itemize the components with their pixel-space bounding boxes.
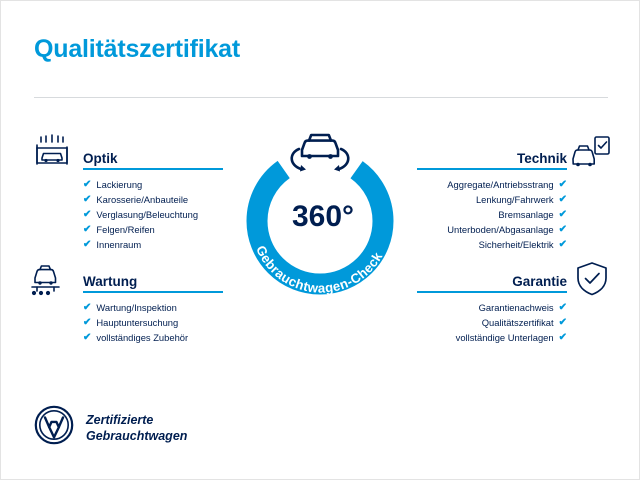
list-item-label: Unterboden/Abgasanlage bbox=[447, 224, 554, 235]
list-item-label: Lackierung bbox=[96, 179, 143, 190]
section-wartung-title: Wartung bbox=[83, 274, 138, 289]
list-item bbox=[417, 330, 567, 345]
list-item bbox=[417, 237, 567, 252]
list-item-label: vollständiges Zubehör bbox=[96, 332, 189, 343]
vw-logo-icon bbox=[34, 405, 74, 450]
list-item-label: vollständige Unterlagen bbox=[455, 332, 554, 343]
list-item-label: Bremsanlage bbox=[498, 209, 554, 220]
section-garantie-header bbox=[417, 267, 567, 293]
list-item bbox=[417, 207, 567, 222]
check-icon: ✔ bbox=[83, 223, 92, 235]
list-item bbox=[83, 177, 223, 192]
check-icon: ✔ bbox=[558, 301, 567, 313]
car-wash-icon bbox=[29, 133, 75, 180]
section-wartung-rule bbox=[83, 291, 223, 293]
list-item bbox=[83, 330, 223, 345]
list-item-label: Innenraum bbox=[96, 239, 142, 250]
footer-brand bbox=[34, 405, 187, 450]
section-technik-title: Technik bbox=[516, 151, 567, 166]
list-item-label: Verglasung/Beleuchtung bbox=[96, 209, 199, 220]
check-icon: ✔ bbox=[558, 316, 567, 328]
check-icon: ✔ bbox=[83, 316, 92, 328]
list-item-label: Sicherheit/Elektrik bbox=[478, 239, 554, 250]
section-optik-title: Optik bbox=[83, 151, 118, 166]
section-garantie-rule bbox=[417, 291, 567, 293]
section-technik-items bbox=[417, 177, 567, 252]
check-icon: ✔ bbox=[83, 208, 92, 220]
list-item-label: Aggregate/Antriebsstrang bbox=[447, 179, 554, 190]
footer-brand-text bbox=[86, 412, 187, 444]
check-icon: ✔ bbox=[83, 193, 92, 205]
list-item bbox=[417, 192, 567, 207]
check-icon: ✔ bbox=[558, 208, 567, 220]
section-technik-rule bbox=[417, 168, 567, 170]
check-icon: ✔ bbox=[83, 301, 92, 313]
list-item bbox=[83, 207, 223, 222]
section-optik-header bbox=[83, 144, 223, 170]
list-item bbox=[417, 222, 567, 237]
list-item bbox=[417, 315, 567, 330]
list-item bbox=[83, 222, 223, 237]
list-item-label: Karosserie/Anbauteile bbox=[96, 194, 189, 205]
footer-line-1: Zertifizierte bbox=[86, 412, 154, 427]
section-technik-header bbox=[417, 144, 567, 170]
header-divider bbox=[34, 97, 608, 98]
list-item-label: Qualitätszertifikat bbox=[481, 317, 554, 328]
section-garantie-title: Garantie bbox=[512, 274, 567, 289]
car-checklist-icon bbox=[569, 133, 613, 178]
section-garantie bbox=[417, 267, 567, 345]
list-item bbox=[417, 300, 567, 315]
section-wartung-items bbox=[83, 300, 223, 345]
list-item-label: Wartung/Inspektion bbox=[96, 302, 177, 313]
section-technik bbox=[417, 144, 567, 252]
badge-360-gebrauchtwagen-check bbox=[229, 121, 411, 303]
check-icon: ✔ bbox=[558, 223, 567, 235]
check-icon: ✔ bbox=[558, 193, 567, 205]
list-item bbox=[83, 300, 223, 315]
section-garantie-items bbox=[417, 300, 567, 345]
check-icon: ✔ bbox=[83, 178, 92, 190]
badge-arc-text: Gebrauchtwagen-Check bbox=[252, 243, 386, 296]
section-wartung bbox=[83, 267, 223, 345]
check-icon: ✔ bbox=[83, 238, 92, 250]
list-item-label: Garantienachweis bbox=[478, 302, 554, 313]
list-item-label: Felgen/Reifen bbox=[96, 224, 155, 235]
shield-check-icon bbox=[573, 259, 611, 304]
section-optik-items bbox=[83, 177, 223, 252]
section-optik bbox=[83, 144, 223, 252]
list-item-label: Hauptuntersuchung bbox=[96, 317, 179, 328]
section-wartung-header bbox=[83, 267, 223, 293]
check-icon: ✔ bbox=[558, 238, 567, 250]
badge-degrees: 360° bbox=[291, 200, 355, 233]
footer-line-2: Gebrauchtwagen bbox=[86, 428, 188, 443]
list-item-label: Lenkung/Fahrwerk bbox=[475, 194, 554, 205]
list-item bbox=[417, 177, 567, 192]
page-title: Qualitätszertifikat bbox=[34, 35, 240, 63]
list-item bbox=[83, 315, 223, 330]
check-icon: ✔ bbox=[83, 331, 92, 343]
check-icon: ✔ bbox=[558, 331, 567, 343]
list-item bbox=[83, 237, 223, 252]
section-optik-rule bbox=[83, 168, 223, 170]
car-lift-icon bbox=[29, 259, 75, 302]
check-icon: ✔ bbox=[558, 178, 567, 190]
list-item bbox=[83, 192, 223, 207]
